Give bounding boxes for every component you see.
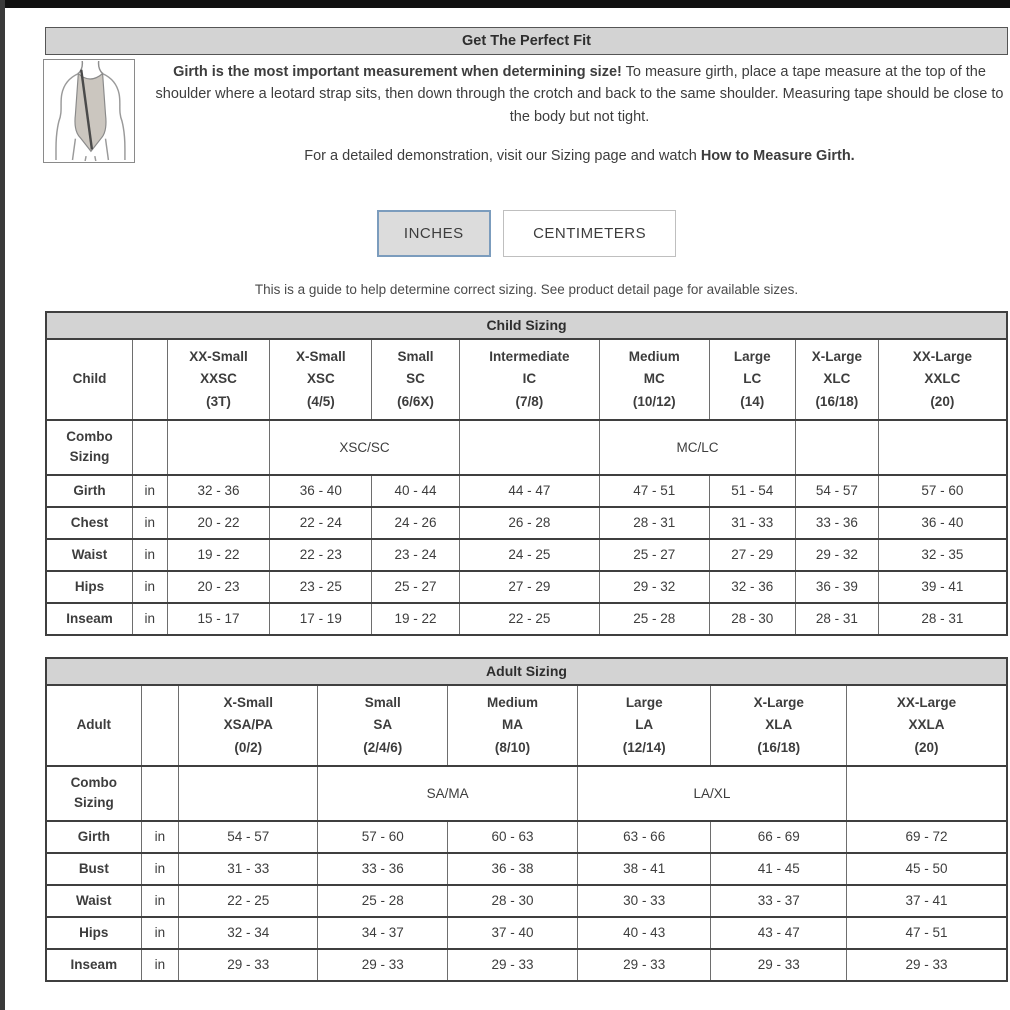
measurement-value: 33 - 36 xyxy=(796,507,879,539)
measurement-value: 31 - 33 xyxy=(179,853,318,885)
measurement-label: Chest xyxy=(46,507,132,539)
combo-cell: XSC/SC xyxy=(270,420,459,475)
size-column-header xyxy=(372,339,459,420)
measurement-unit: in xyxy=(132,539,167,571)
measurement-value: 24 - 25 xyxy=(459,539,599,571)
measurement-value: 54 - 57 xyxy=(796,475,879,507)
size-name: Medium xyxy=(487,694,539,710)
size-code: SA xyxy=(373,717,393,733)
size-code: XXLA xyxy=(908,717,945,733)
size-column-header xyxy=(846,685,1007,766)
measurement-unit: in xyxy=(141,917,178,949)
size-range: (2/4/6) xyxy=(363,739,403,755)
measurement-value: 41 - 45 xyxy=(711,853,847,885)
size-name: XX-Small xyxy=(189,348,248,364)
size-column-header xyxy=(179,685,318,766)
measurement-value: 28 - 30 xyxy=(448,885,578,917)
measurement-value: 24 - 26 xyxy=(372,507,459,539)
size-name: Small xyxy=(364,694,401,710)
size-name: XX-Large xyxy=(896,694,957,710)
measurement-label: Girth xyxy=(46,475,132,507)
measurement-value: 36 - 40 xyxy=(878,507,1007,539)
size-column-header xyxy=(318,685,448,766)
measurement-value: 22 - 24 xyxy=(270,507,372,539)
measurement-value: 38 - 41 xyxy=(577,853,711,885)
measurement-value: 27 - 29 xyxy=(459,571,599,603)
measurement-value: 39 - 41 xyxy=(878,571,1007,603)
unit-column-header xyxy=(132,339,167,420)
measurement-value: 36 - 39 xyxy=(796,571,879,603)
measurement-value: 22 - 25 xyxy=(179,885,318,917)
size-code: LC xyxy=(743,371,762,387)
size-name: Large xyxy=(625,694,663,710)
measurement-value: 30 - 33 xyxy=(577,885,711,917)
size-code: XLC xyxy=(823,371,851,387)
measurement-value: 25 - 27 xyxy=(599,539,709,571)
size-name: Large xyxy=(733,348,771,364)
centimeters-button[interactable]: CENTIMETERS xyxy=(503,210,676,257)
measurement-unit: in xyxy=(141,821,178,853)
measurement-row xyxy=(46,539,1007,571)
measurement-unit: in xyxy=(132,603,167,635)
size-range: (8/10) xyxy=(494,739,531,755)
size-code: XSA/PA xyxy=(223,717,273,733)
page-title: Get The Perfect Fit xyxy=(45,27,1008,55)
combo-sizing-label: Combo Sizing xyxy=(46,420,132,475)
measurement-value: 27 - 29 xyxy=(709,539,795,571)
measurement-value: 28 - 30 xyxy=(709,603,795,635)
measurement-value: 29 - 33 xyxy=(448,949,578,981)
measurement-value: 36 - 38 xyxy=(448,853,578,885)
combo-unit-cell xyxy=(141,766,178,821)
size-column-header xyxy=(448,685,578,766)
size-column-header xyxy=(796,339,879,420)
size-range: (6/6X) xyxy=(397,393,434,409)
size-column-header xyxy=(711,685,847,766)
measurement-unit: in xyxy=(141,853,178,885)
measurement-value: 28 - 31 xyxy=(599,507,709,539)
measurement-label: Hips xyxy=(46,571,132,603)
measurement-row xyxy=(46,885,1007,917)
measurement-value: 25 - 27 xyxy=(372,571,459,603)
combo-sizing-label: Combo Sizing xyxy=(46,766,141,821)
unit-column-header xyxy=(141,685,178,766)
sizing-guide-page xyxy=(45,8,1008,982)
group-label: Adult xyxy=(46,685,141,766)
measurement-unit: in xyxy=(132,571,167,603)
size-name: Intermediate xyxy=(489,348,570,364)
size-range: (16/18) xyxy=(757,739,801,755)
size-code: LA xyxy=(635,717,654,733)
combo-cell: LA/XL xyxy=(577,766,846,821)
size-range: (7/8) xyxy=(515,393,544,409)
size-range: (12/14) xyxy=(622,739,666,755)
measurement-value: 22 - 23 xyxy=(270,539,372,571)
girth-instructions xyxy=(135,59,1008,168)
size-name: XX-Large xyxy=(912,348,972,364)
girth-instructions-rest: To measure girth, place a tape measure at the top of the shoulder where a leotard strap sits, then down through the crotch and back to the same shoulder. Measuring tape should be close to the body but not tight. xyxy=(155,64,1004,125)
measurement-row xyxy=(46,821,1007,853)
measurement-value: 19 - 22 xyxy=(167,539,270,571)
size-range: (20) xyxy=(930,393,955,409)
measurement-value: 51 - 54 xyxy=(709,475,795,507)
measurement-value: 45 - 50 xyxy=(846,853,1007,885)
measurement-value: 29 - 33 xyxy=(318,949,448,981)
size-name: Medium xyxy=(628,348,680,364)
size-column-header xyxy=(167,339,270,420)
size-name: X-Large xyxy=(753,694,804,710)
combo-unit-cell xyxy=(132,420,167,475)
measurement-row xyxy=(46,475,1007,507)
demo-line-prefix: For a detailed demonstration, visit our Sizing page and watch xyxy=(304,148,701,165)
measurement-label: Hips xyxy=(46,917,141,949)
measurement-value: 57 - 60 xyxy=(318,821,448,853)
measurement-unit: in xyxy=(141,949,178,981)
measurement-value: 20 - 22 xyxy=(167,507,270,539)
measurement-value: 63 - 66 xyxy=(577,821,711,853)
measurement-value: 44 - 47 xyxy=(459,475,599,507)
adult-sizing-table xyxy=(45,657,1008,982)
size-name: X-Small xyxy=(223,694,274,710)
measurement-value: 37 - 41 xyxy=(846,885,1007,917)
size-name: Small xyxy=(397,348,434,364)
combo-cell xyxy=(878,420,1007,475)
demo-line-bold: How to Measure Girth. xyxy=(700,148,855,165)
size-range: (20) xyxy=(914,739,939,755)
leotard-girth-diagram xyxy=(45,61,133,161)
guide-note: This is a guide to help determine correct sizing. See product detail page for available sizes. xyxy=(254,281,799,297)
measurement-label: Girth xyxy=(46,821,141,853)
measurement-value: 40 - 43 xyxy=(577,917,711,949)
size-column-header xyxy=(878,339,1007,420)
measurement-value: 29 - 32 xyxy=(599,571,709,603)
combo-cell xyxy=(846,766,1007,821)
measurement-value: 33 - 36 xyxy=(318,853,448,885)
size-range: (10/12) xyxy=(632,393,676,409)
measurement-value: 19 - 22 xyxy=(372,603,459,635)
measurement-value: 22 - 25 xyxy=(459,603,599,635)
table-title: Child Sizing xyxy=(46,312,1007,339)
measurement-unit: in xyxy=(141,885,178,917)
measurement-label: Waist xyxy=(46,885,141,917)
size-range: (16/18) xyxy=(815,393,859,409)
table-title: Adult Sizing xyxy=(46,658,1007,685)
measurement-value: 29 - 32 xyxy=(796,539,879,571)
measurement-value: 26 - 28 xyxy=(459,507,599,539)
size-column-header xyxy=(599,339,709,420)
size-code: XLA xyxy=(765,717,793,733)
measurement-value: 34 - 37 xyxy=(318,917,448,949)
measurement-value: 32 - 35 xyxy=(878,539,1007,571)
measurement-value: 43 - 47 xyxy=(711,917,847,949)
measurement-value: 60 - 63 xyxy=(448,821,578,853)
measurement-unit: in xyxy=(132,507,167,539)
size-name: X-Small xyxy=(296,348,346,364)
measurement-value: 29 - 33 xyxy=(179,949,318,981)
screenshot-top-edge xyxy=(0,0,1010,8)
measurement-value: 20 - 23 xyxy=(167,571,270,603)
measurement-value: 28 - 31 xyxy=(796,603,879,635)
combo-cell xyxy=(179,766,318,821)
unit-toggle xyxy=(45,210,1008,257)
measurement-value: 32 - 36 xyxy=(167,475,270,507)
combo-cell xyxy=(167,420,270,475)
combo-cell: SA/MA xyxy=(318,766,577,821)
measurement-row xyxy=(46,917,1007,949)
demo-line xyxy=(155,145,1004,167)
girth-instructions-bold: Girth is the most important measurement when determining size! xyxy=(173,64,622,80)
size-code: XXLC xyxy=(924,371,961,387)
measurement-value: 29 - 33 xyxy=(577,949,711,981)
screenshot-left-edge xyxy=(0,0,5,1010)
size-name: X-Large xyxy=(811,348,862,364)
measurement-value: 25 - 28 xyxy=(318,885,448,917)
girth-diagram-box xyxy=(43,59,135,163)
measurement-value: 54 - 57 xyxy=(179,821,318,853)
measurement-value: 36 - 40 xyxy=(270,475,372,507)
measurement-row xyxy=(46,603,1007,635)
size-code: SC xyxy=(406,371,425,387)
child-sizing-table xyxy=(45,311,1008,636)
measurement-value: 17 - 19 xyxy=(270,603,372,635)
measurement-value: 32 - 34 xyxy=(179,917,318,949)
measurement-value: 47 - 51 xyxy=(599,475,709,507)
size-range: (0/2) xyxy=(234,739,263,755)
measurement-row xyxy=(46,571,1007,603)
measurement-row xyxy=(46,507,1007,539)
size-column-header xyxy=(270,339,372,420)
size-range: (4/5) xyxy=(306,393,335,409)
measurement-value: 57 - 60 xyxy=(878,475,1007,507)
combo-cell xyxy=(796,420,879,475)
size-range: (3T) xyxy=(206,393,231,409)
size-code: MC xyxy=(643,371,665,387)
size-code: IC xyxy=(522,371,537,387)
size-code: MA xyxy=(502,717,524,733)
measurement-value: 15 - 17 xyxy=(167,603,270,635)
measurement-value: 33 - 37 xyxy=(711,885,847,917)
measurement-value: 29 - 33 xyxy=(846,949,1007,981)
measurement-value: 40 - 44 xyxy=(372,475,459,507)
measurement-label: Inseam xyxy=(46,603,132,635)
measurement-value: 29 - 33 xyxy=(711,949,847,981)
measurement-row xyxy=(46,949,1007,981)
size-code: XXSC xyxy=(200,371,237,387)
measurement-value: 32 - 36 xyxy=(709,571,795,603)
size-column-header xyxy=(709,339,795,420)
measurement-label: Waist xyxy=(46,539,132,571)
inches-button[interactable]: INCHES xyxy=(377,210,491,257)
measurement-value: 28 - 31 xyxy=(878,603,1007,635)
intro-section xyxy=(45,59,1008,168)
measurement-value: 25 - 28 xyxy=(599,603,709,635)
combo-cell xyxy=(459,420,599,475)
measurement-value: 23 - 24 xyxy=(372,539,459,571)
measurement-value: 69 - 72 xyxy=(846,821,1007,853)
measurement-row xyxy=(46,853,1007,885)
measurement-label: Bust xyxy=(46,853,141,885)
size-code: XSC xyxy=(306,371,335,387)
measurement-value: 23 - 25 xyxy=(270,571,372,603)
size-column-header xyxy=(577,685,711,766)
size-column-header xyxy=(459,339,599,420)
combo-cell: MC/LC xyxy=(599,420,795,475)
measurement-value: 31 - 33 xyxy=(709,507,795,539)
measurement-label: Inseam xyxy=(46,949,141,981)
measurement-value: 47 - 51 xyxy=(846,917,1007,949)
size-range: (14) xyxy=(740,393,765,409)
measurement-value: 37 - 40 xyxy=(448,917,578,949)
group-label: Child xyxy=(46,339,132,420)
measurement-value: 66 - 69 xyxy=(711,821,847,853)
measurement-unit: in xyxy=(132,475,167,507)
